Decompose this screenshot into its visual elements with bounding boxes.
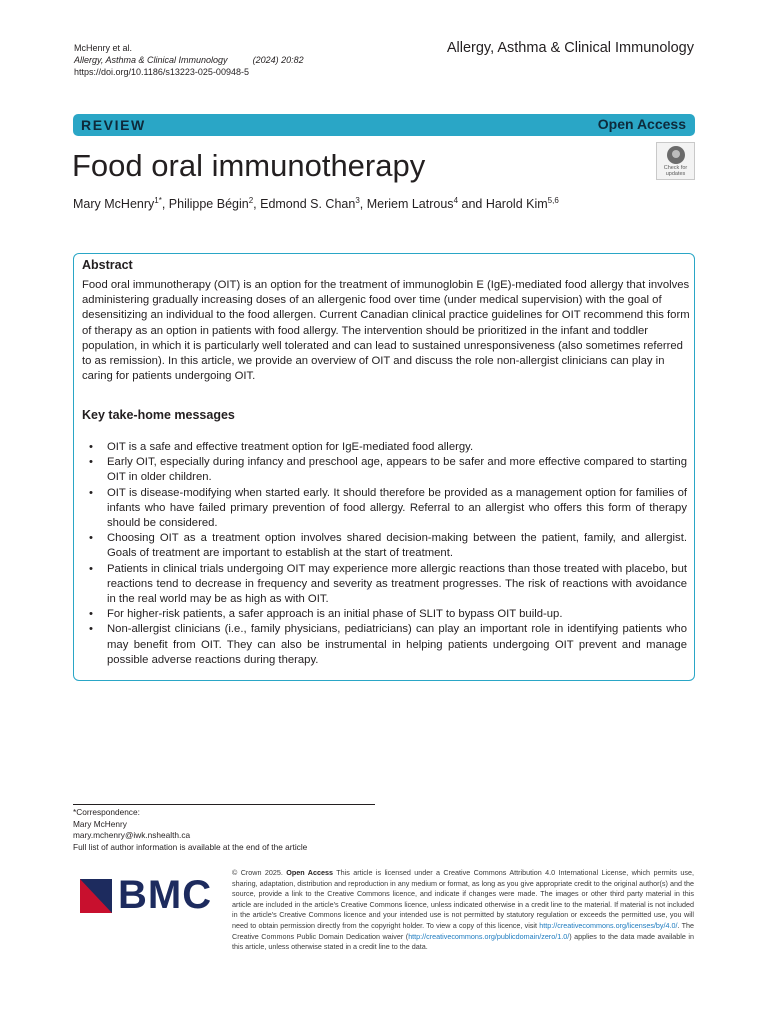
author-name: Meriem Latrous xyxy=(366,197,454,212)
list-item: • OIT is disease-modifying when started early. It should therefore be provided as a management option for families of infants who have failed primary prevention of food allergy. Referral to an allergist who offers this form of therapy should be considered. xyxy=(89,486,687,532)
author-affiliation: 3 xyxy=(355,196,360,205)
author-affiliation: 5,6 xyxy=(547,196,559,205)
author-affiliation: 2 xyxy=(248,196,254,205)
key-messages-heading: Key take-home messages xyxy=(82,408,235,422)
list-item: • Choosing OIT as a treatment option involves shared decision-making between the patient, family, and allergist. Goals of treatment are important to establish at the start of treatment. xyxy=(89,531,687,561)
footnote-divider xyxy=(73,804,375,805)
license-open-access: Open Access xyxy=(286,868,333,877)
author-list: Mary McHenry$^{1*}$, Philippe Bégin$^2$, Edmond S. Chan$^3$, Meriem Latrous$^4$ and Harold Kim$^{5,6}$ xyxy=(73,196,559,212)
open-access-label: Open Access xyxy=(594,114,690,136)
list-item: • Early OIT, especially during infancy and preschool age, appears to be safer and more effective compared to starting OIT in older children. xyxy=(89,455,687,485)
abstract-heading: Abstract xyxy=(82,258,133,272)
author-line: McHenry et al. xyxy=(74,43,133,53)
abstract-box xyxy=(73,253,695,681)
article-title: Food oral immunotherapy xyxy=(72,148,426,183)
check-for-updates-badge[interactable] xyxy=(656,142,695,180)
list-item: • Patients in clinical trials undergoing OIT may experience more allergic reactions than those treated with placebo, but reactions tend to decrease in frequency and severity as treatment progresses. The risk of reactions with avoidance in the real world may be as high as with OIT. xyxy=(89,562,687,608)
running-header xyxy=(74,42,304,78)
author-name: Philippe Bégin xyxy=(168,197,249,212)
license-text: © Crown 2025. Open Access This article is licensed under a Creative Commons Attribution 4.0 International License, which permits use, sharing, adaptation, distribution and reproduction in any medium or format, as long as you give appropriate credit to the original author(s) and the source, provide a link to the Creative Commons licence, and indicate if changes were made. The images or other third party material in this article are included in the article's Creative Commons licence, unless indicated otherwise in a credit line to the material. If material is not included in the article's Creative Commons licence and your intended use is not permitted by statutory regulation or exceeds the permitted use, you will need to obtain permission directly from the copyright holder. To view a copy of this licence, visit http://creativecommons.org/licenses/by/4.0/. The Creative Commons Public Domain Dedication waiver (http://creativecommons.org/publicdomain/zero/1.0/) applies to the data made available in this article, unless otherwise stated in a credit line to the data. xyxy=(232,868,695,952)
publisher-logo[interactable] xyxy=(80,873,212,918)
list-item: • Non-allergist clinicians (i.e., family physicians, pediatricians) can play an important role in identifying patients who may benefit from OIT. They can also be instrumental in helping patients undergoing OIT prevent and manage possible adverse reactions during therapy. xyxy=(89,622,687,668)
author-affiliation: 4 xyxy=(453,196,459,205)
journal-citation: Allergy, Asthma & Clinical Immunology (2024) 20:82 xyxy=(74,55,304,65)
author-name: Harold Kim xyxy=(485,197,548,212)
author-affiliation: 1* xyxy=(154,196,162,205)
correspondence-name: Mary McHenry xyxy=(73,818,127,829)
author-info-note: Full list of author information is available at the end of the article xyxy=(73,841,308,852)
author-name: Edmond S. Chan xyxy=(260,197,356,212)
license-link[interactable]: http://creativecommons.org/licenses/by/4.0/ xyxy=(539,920,678,930)
correspondence-email[interactable]: mary.mchenry@iwk.nshealth.ca xyxy=(73,830,191,841)
list-item: • OIT is a safe and effective treatment option for IgE-mediated food allergy. xyxy=(89,440,687,455)
key-messages-list xyxy=(89,440,687,668)
correspondence-block xyxy=(73,807,307,853)
correspondence-label: *Correspondence: xyxy=(73,807,140,817)
doi-link[interactable]: https://doi.org/10.1186/s13223-025-00948-5 xyxy=(74,67,249,77)
journal-title: Allergy, Asthma & Clinical Immunology xyxy=(446,40,694,56)
bmc-logo-text: BMC xyxy=(118,873,213,917)
article-type: REVIEW xyxy=(81,117,146,133)
abstract-text: Food oral immunotherapy (OIT) is an option for the treatment of immunoglobin E (IgE)-mediated food allergy that involves administering gradually increasing doses of an allergenic food over time (under medical supervision) with the goal of desensitizing an individual to the food allergen. Current Canadian clinical practice guidelines for OIT recommend this form of therapy as an option in patients with food allergy. The intervention should be prioritized in the infant and toddler population, in which it is particularly well tolerated and can lead to sustained unresponsiveness (also sometimes referred to as remission). In this article, we provide an overview of OIT and discuss the role non-allergist clinicians can play in caring for patients undergoing OIT. xyxy=(82,279,690,383)
check-for-updates-icon xyxy=(667,146,685,164)
list-item: • For higher-risk patients, a safer approach is an initial phase of SLIT to bypass OIT build-up. xyxy=(89,607,687,622)
article-type-banner xyxy=(73,114,695,136)
public-domain-link[interactable]: http://creativecommons.org/publicdomain/zero/1.0/ xyxy=(408,931,570,941)
bmc-logo-icon xyxy=(80,879,112,913)
check-for-updates-text: Check for updates xyxy=(663,165,688,177)
author-name: Mary McHenry xyxy=(73,197,155,212)
